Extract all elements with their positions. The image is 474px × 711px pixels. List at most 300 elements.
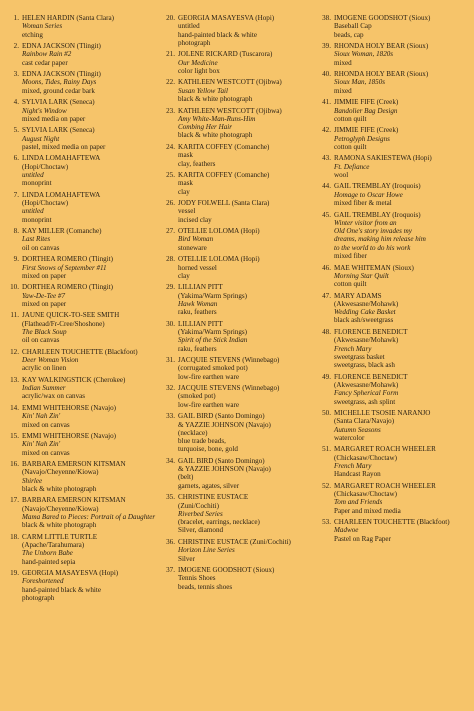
- entry-detail-line: garnets, agates, silver: [178, 481, 240, 490]
- artwork-title: Mama Bared to Pieces: Portrait of a Daughter: [22, 513, 156, 522]
- entry-number: 10.: [10, 283, 19, 292]
- entry-detail-line: wool: [334, 170, 349, 179]
- entry-number: 39.: [322, 42, 331, 51]
- entry-detail-line: color light box: [178, 66, 220, 75]
- entry-details: [178, 107, 318, 140]
- artist-name: GAIL BIRD (Santo Domingo): [178, 412, 265, 421]
- entry-detail-line: (Santa Clara/Navajo): [334, 417, 395, 426]
- artwork-title: Deer Woman Vision: [22, 356, 79, 365]
- entry-detail-line: (Chickasaw/Choctaw): [334, 490, 398, 499]
- artist-name: OTELLIE LOLOMA (Hopi): [178, 255, 260, 264]
- entry-detail-line: mixed fiber: [334, 252, 367, 261]
- artwork-title: Combing Her Hair: [178, 123, 232, 132]
- entry-detail-line: low-fire earthen ware: [178, 372, 240, 381]
- entry-details: [334, 328, 468, 369]
- entry-detail-line: (Flathead/Fr-Cree/Shoshone): [22, 319, 105, 328]
- entry-number: 16.: [10, 460, 19, 469]
- artwork-title: French Mary: [334, 344, 372, 353]
- checklist-column-3: [318, 14, 468, 711]
- artwork-title: Spirit of the Stick Indian: [178, 336, 248, 345]
- artwork-title: Kin' Nah Zin': [22, 412, 61, 421]
- artwork-title: Autumn Seasons: [334, 425, 381, 434]
- artist-name: GEORGIA MASAYESVA (Hopi): [178, 14, 275, 22]
- checklist-entry: [162, 50, 318, 75]
- artwork-title: Hawk Woman: [178, 299, 218, 308]
- artist-name: KARITA COFFEY (Comanche): [178, 142, 270, 151]
- entry-details: [22, 255, 162, 280]
- checklist-entry: [162, 356, 318, 381]
- entry-detail-line: black & white photograph: [178, 131, 253, 140]
- artwork-title: Horizon Line Series: [178, 546, 235, 555]
- entry-details: [22, 533, 162, 566]
- artwork-title: Our Medicine: [178, 58, 218, 67]
- entry-number: 24.: [166, 142, 175, 151]
- entry-detail-line: raku, feathers: [178, 344, 217, 353]
- artwork-title: Amy White-Man-Runs-Him: [178, 114, 256, 123]
- entry-detail-line: (Zuni/Cochiti): [178, 501, 219, 510]
- entry-details: [334, 373, 468, 406]
- artist-name: KAY MILLER (Comanche): [22, 227, 102, 236]
- checklist-entry: [318, 409, 468, 442]
- checklist-entry: [162, 457, 318, 490]
- artwork-title: Rainbow Rain #2: [22, 50, 72, 59]
- entry-number: 42.: [322, 126, 331, 135]
- artwork-title: untitled: [22, 170, 44, 179]
- artwork-title: August Night: [22, 134, 60, 143]
- checklist-entry: [6, 432, 162, 457]
- artist-name: LINDA LOMAHAFTEWA: [22, 190, 101, 199]
- checklist-entry: [6, 227, 162, 252]
- artwork-title: Kin' Nah Zin': [22, 440, 61, 449]
- entry-details: [334, 518, 468, 543]
- entry-details: [178, 566, 318, 591]
- entry-detail-line: sweetgrass basket: [334, 352, 385, 361]
- entry-details: [334, 264, 468, 289]
- checklist-entry: [162, 320, 318, 353]
- checklist-entry: [318, 154, 468, 179]
- entry-details: [178, 320, 318, 353]
- artist-name: EDNA JACKSON (Tlingit): [22, 70, 101, 79]
- artwork-title: Last Rites: [22, 235, 51, 244]
- entry-detail-line: Silver: [178, 554, 195, 563]
- artist-name: KARITA COFFEY (Comanche): [178, 170, 270, 179]
- entry-number: 35.: [166, 493, 175, 502]
- entry-detail-line: clay: [178, 271, 190, 280]
- checklist-entry: [162, 384, 318, 409]
- checklist-entry: [162, 199, 318, 224]
- entry-detail-line: & YAZZIE JOHNSON (Navajo): [178, 465, 271, 474]
- entry-detail-line: (Yakima/Warm Springs): [178, 291, 248, 300]
- checklist-entry: [318, 373, 468, 406]
- entry-detail-line: acrylic on linen: [22, 364, 67, 373]
- entry-number: 20.: [166, 14, 175, 22]
- entry-details: [22, 283, 162, 308]
- artist-name: OTELLIE LOLOMA (Hopi): [178, 227, 260, 236]
- artist-name: KAY WALKINGSTICK (Cherokee): [22, 375, 126, 384]
- entry-detail-line: (Akwesasne/Mohawk): [334, 299, 399, 308]
- entry-number: 2.: [13, 42, 19, 51]
- entry-detail-line: incised clay: [178, 215, 212, 224]
- entry-detail-line: mask: [178, 179, 193, 188]
- artist-name: EMMI WHITEHORSE (Navajo): [22, 431, 117, 440]
- checklist-entry: [318, 14, 468, 39]
- entry-detail-line: black & white photograph: [22, 521, 97, 530]
- entry-number: 41.: [322, 98, 331, 107]
- artwork-title: Riverbed Series: [178, 509, 223, 518]
- artwork-title: First Snows of September #11: [22, 263, 107, 272]
- entry-detail-line: stoneware: [178, 243, 207, 252]
- checklist-entry: [318, 445, 468, 478]
- artwork-title: Homage to Oscar Howe: [334, 190, 403, 199]
- entry-number: 33.: [166, 412, 175, 421]
- entry-detail-line: watercolor: [334, 433, 365, 442]
- entry-number: 12.: [10, 347, 19, 356]
- entry-detail-line: mixed on canvas: [22, 448, 70, 457]
- entry-detail-line: hand-painted sepia: [22, 557, 76, 566]
- artwork-title: Old One's story invades my: [334, 227, 412, 236]
- entry-detail-line: hand-painted black & white: [178, 30, 257, 39]
- checklist-entry: [6, 404, 162, 429]
- entry-number: 49.: [322, 372, 331, 381]
- entry-details: [22, 154, 162, 187]
- artwork-title: Sioux Man, 1850s: [334, 78, 386, 87]
- entry-details: [22, 70, 162, 95]
- checklist-entry: [162, 255, 318, 280]
- entry-detail-line: horned vessel: [178, 263, 217, 272]
- entry-detail-line: untitled: [178, 22, 200, 31]
- artwork-title: Bird Woman: [178, 235, 214, 244]
- entry-details: [22, 496, 162, 529]
- entry-detail-line: mixed media on paper: [22, 114, 86, 123]
- entry-number: 14.: [10, 403, 19, 412]
- entry-details: [178, 171, 318, 196]
- checklist-entry: [318, 292, 468, 325]
- entry-details: [334, 126, 468, 151]
- artist-name: GAIL TREMBLAY (Iroquois): [334, 210, 421, 219]
- entry-number: 43.: [322, 154, 331, 163]
- entry-detail-line: monoprint: [22, 179, 52, 188]
- artist-name: DORTHEA ROMERO (Tlingit): [22, 255, 114, 264]
- entry-detail-line: Baseball Cap: [334, 22, 372, 31]
- entry-details: [178, 199, 318, 224]
- checklist-entry: [6, 126, 162, 151]
- entry-detail-line: (Yakima/Warm Springs): [178, 327, 248, 336]
- artwork-title: Susan Yellow Tail: [178, 86, 228, 95]
- artwork-title: The Black Soup: [22, 327, 67, 336]
- entry-detail-line: turquoise, bone, gold: [178, 445, 238, 454]
- entry-detail-line: (Chickasaw/Choctaw): [334, 453, 398, 462]
- artwork-title: Morning Star Quilt: [334, 271, 389, 280]
- entry-number: 8.: [13, 227, 19, 236]
- entry-detail-line: (Hopi/Choctaw): [22, 199, 69, 208]
- entry-detail-line: (Navajo/Cheyenne/Kiowa): [22, 468, 99, 477]
- entry-details: [334, 482, 468, 515]
- checklist-entry: [6, 460, 162, 493]
- artwork-title: Fancy Spherical Form: [334, 389, 399, 398]
- entry-detail-line: monoprint: [22, 215, 52, 224]
- checklist-column-2: [162, 14, 318, 711]
- entry-detail-line: beads, tennis shoes: [178, 582, 233, 591]
- artwork-title: Night's Window: [22, 106, 67, 115]
- entry-number: 53.: [322, 518, 331, 527]
- entry-details: [178, 143, 318, 168]
- entry-detail-line: low-fire earthen ware: [178, 400, 240, 409]
- entry-detail-line: oil on canvas: [22, 336, 60, 345]
- entry-detail-line: mixed on canvas: [22, 420, 70, 429]
- entry-number: 22.: [166, 78, 175, 87]
- entry-detail-line: blue trade beads,: [178, 437, 226, 446]
- checklist-entry: [6, 569, 162, 602]
- entry-number: 9.: [13, 255, 19, 264]
- entry-details: [178, 384, 318, 409]
- entry-details: [178, 493, 318, 534]
- entry-detail-line: clay: [178, 187, 190, 196]
- entry-detail-line: mask: [178, 151, 193, 160]
- checklist-entry: [162, 566, 318, 591]
- artist-name: MARY ADAMS: [334, 291, 382, 300]
- entry-details: [334, 14, 468, 39]
- entry-detail-line: mixed: [334, 86, 352, 95]
- checklist-column-1: [6, 14, 162, 711]
- checklist-entry: [162, 78, 318, 103]
- checklist-entry: [162, 227, 318, 252]
- entry-number: 38.: [322, 14, 331, 22]
- entry-details: [22, 14, 162, 39]
- entry-detail-line: photograph: [22, 594, 55, 603]
- artist-name: JIMMIE FIFE (Creek): [334, 98, 399, 107]
- entry-details: [334, 409, 468, 442]
- checklist-entry: [318, 70, 468, 95]
- entry-number: 6.: [13, 154, 19, 163]
- entry-details: [178, 283, 318, 316]
- entry-details: [22, 404, 162, 429]
- entry-number: 28.: [166, 255, 175, 264]
- artwork-title: Petroglyph Designs: [334, 134, 390, 143]
- artist-name: RAMONA SAKIESTEWA (Hopi): [334, 154, 432, 163]
- entry-number: 11.: [10, 311, 19, 320]
- artist-name: CHARLEEN TOUCHETTE (Blackfoot): [334, 518, 450, 527]
- entry-detail-line: mixed on paper: [22, 271, 67, 280]
- entry-number: 23.: [166, 106, 175, 115]
- entry-detail-line: (smoked pot): [178, 392, 216, 401]
- artwork-title: Yaw-De-Tee #7: [22, 291, 66, 300]
- artwork-title: French Mary: [334, 461, 372, 470]
- entry-number: 29.: [166, 283, 175, 292]
- artist-name: IMOGENE GOODSHOT (Sioux): [334, 14, 431, 22]
- checklist-entry: [6, 191, 162, 224]
- artist-name: BARBARA EMERSON KITSMAN: [22, 496, 126, 505]
- entry-detail-line: cast cedar paper: [22, 58, 68, 67]
- entry-detail-line: oil on canvas: [22, 243, 60, 252]
- entry-number: 34.: [166, 456, 175, 465]
- entry-number: 5.: [13, 126, 19, 135]
- entry-detail-line: Pastel on Rag Paper: [334, 534, 391, 543]
- entry-detail-line: clay, feathers: [178, 159, 216, 168]
- entry-number: 13.: [10, 375, 19, 384]
- artist-name: LINDA LOMAHAFTEWA: [22, 154, 101, 163]
- entry-number: 27.: [166, 227, 175, 236]
- entry-number: 15.: [10, 431, 19, 440]
- checklist-entry: [162, 493, 318, 534]
- entry-number: 44.: [322, 182, 331, 191]
- entry-detail-line: black & white photograph: [22, 484, 97, 493]
- entry-number: 46.: [322, 263, 331, 272]
- artist-name: KATHLEEN WESTCOTT (Ojibwa): [178, 78, 282, 87]
- entry-detail-line: Silver, diamond: [178, 526, 224, 535]
- artwork-title: Foreshortened: [22, 577, 64, 586]
- artwork-title: The Unborn Babe: [22, 549, 73, 558]
- checklist-entry: [6, 348, 162, 373]
- checklist-entry: [6, 98, 162, 123]
- entry-detail-line: mixed, ground cedar bark: [22, 86, 95, 95]
- entry-detail-line: pastel, mixed media on paper: [22, 142, 106, 151]
- entry-number: 1.: [13, 14, 19, 22]
- entry-number: 3.: [13, 70, 19, 79]
- entry-number: 37.: [166, 566, 175, 574]
- artist-name: SYLVIA LARK (Seneca): [22, 98, 95, 107]
- entry-detail-line: (Akwesasne/Mohawk): [334, 336, 399, 345]
- checklist-entry: [318, 42, 468, 67]
- entry-number: 40.: [322, 70, 331, 79]
- entry-detail-line: raku, feathers: [178, 308, 217, 317]
- artwork-title: dreams, making him release him: [334, 235, 426, 244]
- entry-detail-line: mixed fiber & metal: [334, 199, 392, 208]
- artist-name: JIMMIE FIFE (Creek): [334, 126, 399, 135]
- entry-detail-line: cotton quilt: [334, 280, 367, 289]
- artist-name: CARM LITTLE TURTLE: [22, 532, 98, 541]
- checklist-entry: [318, 126, 468, 151]
- entry-detail-line: cotton quilt: [334, 142, 367, 151]
- entry-details: [22, 376, 162, 401]
- checklist-entry: [318, 211, 468, 261]
- artist-name: SYLVIA LARK (Seneca): [22, 126, 95, 135]
- entry-details: [334, 42, 468, 67]
- entry-detail-line: vessel: [178, 207, 196, 216]
- checklist-entry: [162, 107, 318, 140]
- checklist-entry: [6, 154, 162, 187]
- entry-number: 18.: [10, 532, 19, 541]
- artwork-title: Winter visitor from an: [334, 218, 397, 227]
- entry-details: [22, 191, 162, 224]
- artwork-title: Woman Series: [22, 22, 63, 31]
- entry-details: [178, 538, 318, 563]
- artist-name: GEORGIA MASAYESVA (Hopi): [22, 569, 119, 578]
- checklist-entry: [162, 14, 318, 47]
- artwork-title: to the world to do his work: [334, 243, 411, 252]
- checklist-entry: [162, 143, 318, 168]
- artist-name: RHONDA HOLY BEAR (Sioux): [334, 70, 429, 79]
- artwork-title: Madwoe: [334, 526, 359, 535]
- entry-details: [178, 227, 318, 252]
- entry-details: [334, 445, 468, 478]
- entry-number: 47.: [322, 291, 331, 300]
- entry-details: [178, 457, 318, 490]
- entry-detail-line: black ash/sweetgrass: [334, 316, 394, 325]
- entry-detail-line: (Apache/Tarahumara): [22, 541, 85, 550]
- artist-name: FLORENCE BENEDICT: [334, 327, 408, 336]
- checklist-entry: [162, 538, 318, 563]
- entry-detail-line: Handcast Rayon: [334, 470, 381, 479]
- entry-detail-line: hand-painted black & white: [22, 585, 101, 594]
- entry-detail-line: Paper and mixed media: [334, 506, 401, 515]
- artist-name: KATHLEEN WESTCOTT (Ojibwa): [178, 106, 282, 115]
- artist-name: FLORENCE BENEDICT: [334, 372, 408, 381]
- artwork-title: Wedding Cake Basket: [334, 308, 396, 317]
- entry-details: [22, 460, 162, 493]
- checklist-entry: [162, 412, 318, 453]
- entry-number: 30.: [166, 319, 175, 328]
- artwork-title: Bandolier Bag Design: [334, 106, 398, 115]
- entry-details: [334, 182, 468, 207]
- entry-details: [22, 569, 162, 602]
- entry-details: [178, 255, 318, 280]
- entry-detail-line: sweetgrass, black ash: [334, 361, 395, 370]
- entry-number: 17.: [10, 496, 19, 505]
- checklist-entry: [318, 518, 468, 543]
- entry-number: 32.: [166, 384, 175, 393]
- artist-name: CHARLEEN TOUCHETTE (Blackfoot): [22, 347, 138, 356]
- entry-number: 19.: [10, 569, 19, 578]
- entry-detail-line: etching: [22, 30, 43, 39]
- checklist-entry: [6, 311, 162, 344]
- entry-detail-line: black & white photograph: [178, 95, 253, 104]
- entry-detail-line: mixed on paper: [22, 299, 67, 308]
- artist-name: EMMI WHITEHORSE (Navajo): [22, 403, 117, 412]
- artist-name: JAUNE QUICK-TO-SEE SMITH: [22, 311, 120, 320]
- artist-name: CHRISTINE EUSTACE: [178, 493, 249, 502]
- entry-detail-line: (belt): [178, 473, 194, 482]
- entry-number: 4.: [13, 98, 19, 107]
- entry-details: [22, 227, 162, 252]
- entry-details: [22, 126, 162, 151]
- entry-number: 26.: [166, 199, 175, 208]
- artist-name: DORTHEA ROMERO (Tlingit): [22, 283, 114, 292]
- entry-detail-line: photograph: [178, 38, 211, 47]
- entry-detail-line: beads, cap: [334, 30, 364, 39]
- checklist-entry: [318, 328, 468, 369]
- artist-name: MAE WHITEMAN (Sioux): [334, 263, 414, 272]
- artwork-title: Ft. Defiance: [334, 162, 370, 171]
- checklist-entry: [6, 70, 162, 95]
- entry-detail-line: Tennis Shoes: [178, 574, 216, 583]
- entry-number: 52.: [322, 481, 331, 490]
- checklist-entry: [162, 283, 318, 316]
- artwork-title: Shirlee: [22, 476, 43, 485]
- entry-detail-line: (bracelet, earrings, necklace): [178, 518, 260, 527]
- artist-name: JACQUIE STEVENS (Winnebago): [178, 384, 280, 393]
- artist-name: IMOGENE GOODSHOT (Sioux): [178, 566, 275, 574]
- entry-detail-line: (Navajo/Cheyenne/Kiowa): [22, 504, 99, 513]
- entry-details: [22, 432, 162, 457]
- checklist-entry: [318, 482, 468, 515]
- checklist-entry: [318, 264, 468, 289]
- entry-details: [334, 154, 468, 179]
- entry-details: [334, 292, 468, 325]
- entry-details: [178, 78, 318, 103]
- entry-details: [22, 311, 162, 344]
- artist-name: LILLIAN PITT: [178, 283, 223, 292]
- artwork-title: Tom and Friends: [334, 498, 383, 507]
- entry-detail-line: (necklace): [178, 428, 208, 437]
- entry-number: 25.: [166, 170, 175, 179]
- checklist-entry: [6, 14, 162, 39]
- artist-name: BARBARA EMERSON KITSMAN: [22, 460, 126, 469]
- entry-details: [334, 211, 468, 261]
- entry-details: [178, 356, 318, 381]
- entry-detail-line: (corrugated smoked pot): [178, 364, 248, 373]
- entry-number: 45.: [322, 210, 331, 219]
- artist-name: JOLENE RICKARD (Tuscarora): [178, 50, 273, 59]
